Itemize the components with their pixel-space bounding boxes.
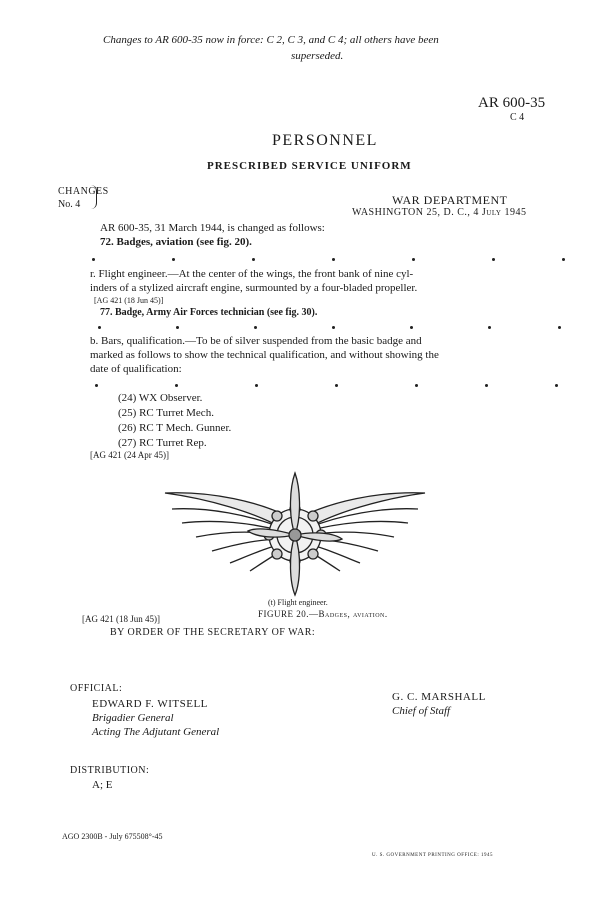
paragraph-r-line2: inders of a stylized aircraft engine, surmounted by a four-bladed propeller. [90, 282, 418, 294]
footer-print-code: AGO 2300B - July 675508°-45 [62, 832, 163, 841]
changes-notice-line2: superseded. [291, 50, 344, 62]
changes-label: CHANGES [58, 186, 109, 197]
qualification-item-27: (27) RC Turret Rep. [118, 437, 207, 449]
paragraph-b-line1: b. Bars, qualification.—To be of silver suspended from the basic badge and [90, 335, 422, 347]
intro-text: AR 600-35, 31 March 1944, is changed as follows: [100, 222, 325, 234]
regulation-number: AR 600-35 [478, 95, 546, 111]
official-name: EDWARD F. WITSELL [92, 698, 208, 710]
flight-engineer-badge-illustration [160, 465, 430, 600]
changes-number: No. 4 [58, 199, 81, 210]
qualification-item-26: (26) RC T Mech. Gunner. [118, 422, 232, 434]
chief-name: G. C. MARSHALL [392, 691, 486, 703]
paragraph-r-line1: r. Flight engineer.—At the center of the wings, the front bank of nine cyl- [90, 268, 414, 280]
paragraph-b-line2: marked as follows to show the technical qualification, and without showing the [90, 349, 439, 361]
ag-reference-1: [AG 421 (18 Jun 45)] [94, 296, 164, 305]
paragraph-72: 72. Badges, aviation (see fig. 20). [100, 236, 252, 248]
changes-brace [90, 185, 97, 209]
distribution-value: A; E [92, 779, 113, 791]
official-rank: Brigadier General [92, 712, 174, 724]
ellipsis-row-3 [95, 384, 565, 390]
paragraph-b-line3: date of qualification: [90, 363, 182, 375]
ellipsis-row-2 [98, 326, 568, 332]
by-order-line: BY ORDER OF THE SECRETARY OF WAR: [110, 627, 316, 638]
ag-reference-3: [AG 421 (18 Jun 45)] [82, 614, 160, 624]
distribution-label: DISTRIBUTION: [70, 765, 150, 776]
footer-printing-office: U. S. GOVERNMENT PRINTING OFFICE: 1945 [372, 853, 493, 858]
official-title: Acting The Adjutant General [92, 726, 220, 738]
department-name: WAR DEPARTMENT [392, 193, 508, 207]
change-number: C 4 [510, 112, 525, 123]
ellipsis-row-1 [92, 258, 572, 264]
dateline: WASHINGTON 25, D. C., 4 July 1945 [352, 207, 527, 218]
qualification-item-25: (25) RC Turret Mech. [118, 407, 214, 419]
page-title: PERSONNEL [272, 132, 378, 149]
chief-title: Chief of Staff [392, 705, 451, 717]
qualification-item-24: (24) WX Observer. [118, 392, 203, 404]
official-label: OFFICIAL: [70, 683, 123, 694]
ag-reference-2: [AG 421 (24 Apr 45)] [90, 450, 169, 460]
changes-notice-line1: Changes to AR 600-35 now in force: C 2, C 3, and C 4; all others have been [103, 34, 439, 46]
page-subtitle: PRESCRIBED SERVICE UNIFORM [207, 160, 412, 172]
paragraph-77: 77. Badge, Army Air Forces technician (see fig. 30). [100, 307, 318, 318]
figure-caption: FIGURE 20.—Badges, aviation. [258, 609, 388, 619]
figure-caption-item: (t) Flight engineer. [268, 598, 328, 607]
